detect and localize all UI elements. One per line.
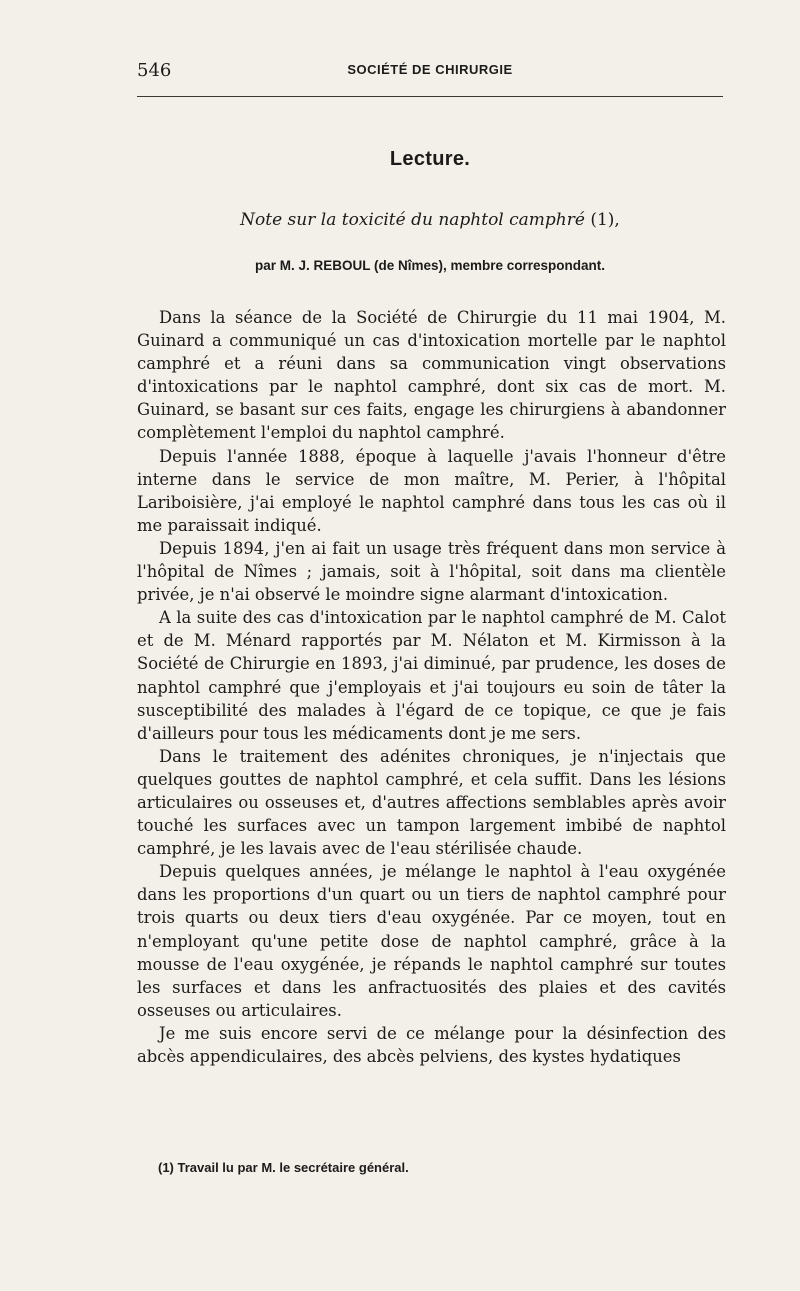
body-text xyxy=(137,306,726,1068)
running-head xyxy=(137,60,723,82)
paragraph: Depuis l'année 1888, époque à laquelle j'avais l'honneur d'être interne dans le service de mon maître, M. Perier, à l'hôpital Lariboisière, j'ai employé le naphtol camphré dans tous les cas où il me paraissait indiqué. xyxy=(137,446,726,535)
article-title: Note sur la toxicité du naphtol camphré xyxy=(240,210,585,230)
author-line: par M. J. REBOUL (de Nîmes), membre correspondant. xyxy=(254,258,606,273)
footnote-reference: (1), xyxy=(590,210,620,230)
paragraph: A la suite des cas d'intoxication par le naphtol camphré de M. Calot et de M. Ménard rapportés par M. Nélaton et M. Kirmisson à la Société de Chirurgie en 1893, j'ai diminué, par prudence, les doses de naphtol camphré que j'employais et j'ai toujours eu soin de tâter la susceptibilité des malades à l'égard de ce topique, ce que je fais d'ailleurs pour tous les médicaments dont je me sers. xyxy=(137,608,726,743)
running-title: SOCIÉTÉ DE CHIRURGIE xyxy=(347,62,513,77)
paragraph: Dans le traitement des adénites chroniques, je n'injectais que quelques gouttes de naphtol camphré, et cela suffit. Dans les lésions articulaires ou osseuses et, d'autres affections semblables après avoir touché les surfaces avec un tampon largement imbibé de naphtol camphré, je les lavais avec de l'eau stérilisée chaude. xyxy=(137,746,726,859)
page-number: 546 xyxy=(137,60,172,81)
paragraph: Depuis quelques années, je mélange le naphtol à l'eau oxygénée dans les proportions d'un quart ou un tiers de naphtol camphré pour trois quarts ou deux tiers d'eau oxygénée. Par ce moyen, tout en n'employant qu'une petite dose de naphtol camphré, grâce à la mousse de l'eau oxygénée, je répands le naphtol camphré sur toutes les surfaces et dans les anfractuosités des plaies et des cavités osseuses ou articulaires. xyxy=(137,862,726,1020)
section-heading: Lecture. xyxy=(389,148,471,170)
paragraph: Depuis 1894, j'en ai fait un usage très fréquent dans mon service à l'hôpital de Nîmes ; jamais, soit à l'hôpital, soit dans ma clientèle privée, je n'ai observé le moindre signe alarmant d'intoxication. xyxy=(137,538,726,605)
paragraph: Dans la séance de la Société de Chirurgie du 11 mai 1904, M. Guinard a communiqué un cas d'intoxication mortelle par le naphtol camphré et a réuni dans sa communication vingt observations d'intoxications par le naphtol camphré, dont six cas de mort. M. Guinard, se basant sur ces faits, engage les chirurgiens à abandonner complètement l'emploi du naphtol camphré. xyxy=(137,308,726,443)
article-title-line xyxy=(137,210,723,230)
header-rule xyxy=(137,96,723,97)
paragraph: Je me suis encore servi de ce mélange pour la désinfection des abcès appendiculaires, des abcès pelviens, des kystes hydatiques xyxy=(137,1023,726,1066)
footnote: (1) Travail lu par M. le secrétaire général. xyxy=(158,1160,409,1175)
